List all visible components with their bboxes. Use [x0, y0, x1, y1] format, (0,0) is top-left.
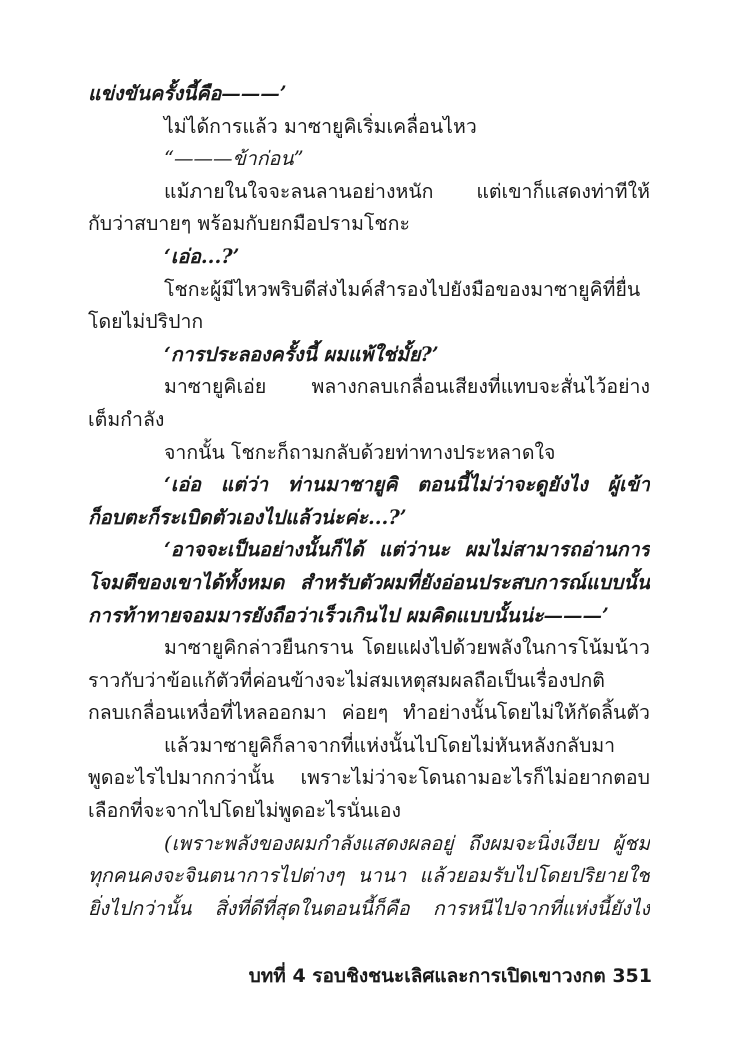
- text-line: มาซายูคิกล่าวยืนกราน โดยแฝงไปด้วยพลังในการโน้มน้าว: [164, 636, 650, 660]
- text-line: แม้ภายในใจจะลนลานอย่างหนัก แต่เขาก็แสดงท่าทีให้: [164, 179, 650, 203]
- text-line: ‘อาจจะเป็นอย่างนั้นก็ได้ แต่ว่านะ ผมไม่สามารถอ่านการ: [164, 538, 650, 562]
- text-line: กับว่าสบายๆ พร้อมกับยกมือปรามโชกะ: [88, 212, 410, 236]
- text-line: เต็มกำลัง: [88, 407, 165, 431]
- text-line: จากนั้น โชกะก็ถามกลับด้วยท่าทางประหลาดใจ: [164, 440, 556, 464]
- text-line: ‘เอ่อ แต่ว่า ท่านมาซายูคิ ตอนนี้ไม่ว่าจะดูยังไง ผู้เข้า: [164, 473, 650, 497]
- text-line: (เพราะพลังของผมกำลังแสดงผลอยู่ ถึงผมจะนิ่งเงียบ ผู้ชม: [164, 831, 650, 855]
- page-body: [88, 78, 650, 925]
- text-line: พูดอะไรไปมากกว่านั้น เพราะไม่ว่าจะโดนถามอะไรก็ไม่อยากตอบ: [88, 766, 650, 790]
- text-line: ‘เอ่อ...?’: [164, 244, 240, 268]
- text-line: โจมตีของเขาได้ทั้งหมด สำหรับตัวผมที่ยังอ่อนประสบการณ์แบบนั้น: [88, 570, 650, 594]
- text-line: ‘การประลองครั้งนี้ ผมแพ้ใช่มั้ย?’: [164, 342, 439, 366]
- text-line: โดยไม่ปริปาก: [88, 310, 204, 334]
- text-line: เลือกที่จะจากไปโดยไม่พูดอะไรนั่นเอง: [88, 799, 402, 823]
- text-line: ราวกับว่าข้อแก้ตัวที่ค่อนข้างจะไม่สมเหตุสมผลถือเป็นเรื่องปกติ: [88, 668, 605, 692]
- text-line: แข่งขันครั้งนี้คือ———’: [88, 82, 287, 105]
- text-line: ก็อบตะก็ระเบิดตัวเองไปแล้วน่ะค่ะ...?’: [88, 505, 407, 529]
- text-line: ทุกคนคงจะจินตนาการไปต่างๆ นานา แล้วยอมรับไปโดยปริยายใช่: [88, 864, 650, 888]
- text-line: การท้าทายจอมมารยังถือว่าเร็วเกินไป ผมคิดแบบนั้นน่ะ———’: [88, 603, 609, 627]
- text-line: แล้วมาซายูคิก็ลาจากที่แห่งนั้นไปโดยไม่หันหลังกลับมา: [164, 733, 616, 757]
- text-line: กลบเกลื่อนเหงื่อที่ไหลออกมา ค่อยๆ ทำอย่างนั้นโดยไม่ให้กัดลิ้นตัว: [88, 701, 650, 725]
- text-line: มาซายูคิเอ่ย พลางกลบเกลื่อนเสียงที่แทบจะสั่นไว้อย่าง: [164, 375, 650, 399]
- text-line: ไม่ได้การแล้ว มาซายูคิเริ่มเคลื่อนไหว: [164, 114, 477, 138]
- text-line: โชกะผู้มีไหวพริบดีส่งไมค์สำรองไปยังมือของมาซายูคิที่ยื่น: [164, 277, 641, 301]
- text-line: ยิ่งไปกว่านั้น สิ่งที่ดีที่สุดในตอนนี้ก็คือ การหนีไปจากที่แห่งนี้ยังไง: [88, 896, 650, 920]
- text-line: “———ข้าก่อน”: [164, 147, 304, 171]
- page-footer: บทที่ 4 รอบชิงชนะเลิศและการเปิดเขาวงกต 351: [248, 965, 652, 987]
